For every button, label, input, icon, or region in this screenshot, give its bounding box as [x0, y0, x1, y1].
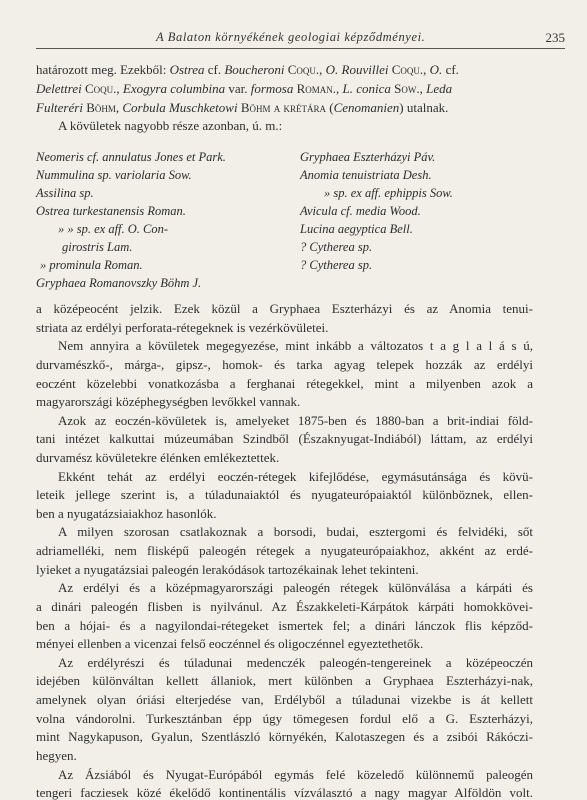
list-item: Avicula cf. media Wood. [300, 204, 421, 218]
page-header [36, 30, 565, 49]
list-item: Assilina sp. [36, 186, 94, 200]
intro-line-3: Fulteréri Böhm, Corbula Muschketowi Böhm a krétára (Cenomanien) utalnak. [36, 100, 449, 115]
list-item: Anomia tenuistriata Desh. [300, 168, 432, 182]
running-title: A Balaton környékének geologiai képződményei. [156, 30, 426, 44]
body-line: ben a hójai- és a nagyilondai-rétegeket ismertek fel; a dinári lánczok flis képződ- [36, 617, 533, 633]
body-line: a középeocént jelzik. Ezek közül a Gryphaea Eszterházyi és az Anomia tenui- [36, 301, 533, 316]
body-line: eoczént közelebbi vonatkozásba a ferghanai rétegekkel, mint a milyenben azok a [36, 375, 533, 391]
body-line: magyarországi középhegységben levőkkel vannak. [36, 394, 301, 410]
intro-line-1: határozott meg. Ezekből: Ostrea cf. Boucheroni Coqu., O. Rouvillei Coqu., O. cf. [36, 62, 459, 77]
intro-line-4: A kövületek nagyobb része azonban, ú. m.: [58, 118, 283, 133]
body-line: Az Ázsiából és Nyugat-Európából egymás felé közeledő különnemű paleogén [58, 766, 533, 782]
list-item: Gryphaea Eszterházyi Páv. [300, 150, 436, 164]
body-line: adriamelléki, nem flisképű paleogén rétegek a nyugateurópaiakhoz, akként az erdé- [36, 543, 533, 559]
body-line: volna vándorolni. Turkesztánban épp úgy tömegesen fordul elő a G. Eszterházyi, [36, 710, 533, 726]
list-item: Gryphaea Romanovszky Böhm J. [36, 276, 202, 290]
list-item: » prominula Roman. [40, 258, 143, 272]
body-line: A milyen szorosan csatlakoznak a borsodi, budai, esztergomi és felvidéki, sőt [58, 524, 533, 540]
body-line: tengeri facziesek közé ékelődő kontinentális vízválasztó a nagy magyar Alföldön volt. [36, 785, 533, 800]
body-line: hegyen. [36, 747, 77, 763]
list-item: » » sp. ex aff. O. Con- [58, 222, 169, 236]
body-line: idejében különváltan kellett állaniok, mert különben a Gryphaea Eszterházyi-nak, [36, 673, 533, 689]
body-line: a dinári paleogén flisben is nyilvánul. Az Északkeleti-Kárpátok kárpáti homokkövei- [36, 598, 533, 614]
fossil-list-right [300, 150, 453, 276]
body-line: Az erdélyi és a középmagyarországi paleogén rétegek különválása a kárpáti és [58, 580, 533, 596]
list-item: Neomeris cf. annulatus Jones et Park. [36, 150, 226, 164]
body-line: leteik jellege szerint is, a túladunaiaktól és nyugateurópaiaktól különböznek, ellen- [36, 487, 533, 503]
body-line: durvamészkő-, márga-, gipsz-, homok- és tarka agyag telepek hozzák az erdélyi [36, 356, 533, 372]
body-line: Az erdélyrészi és túladunai medenczék paleogén-tengereinek a középeoczén [58, 654, 533, 670]
list-item: » sp. ex aff. ephippis Sow. [324, 186, 453, 200]
list-item: ? Cytherea sp. [300, 258, 373, 272]
body-line: Ekként tehát az erdélyi eoczén-rétegek kifejlődése, egymásutánsága és kövü- [58, 468, 533, 484]
body-line: lyieket a nyugatázsiai paleogén lerakódások tartozékainak lehet tekinteni. [36, 561, 419, 577]
body-line: striata az erdélyi perforata-rétegeknek is vezérkövületei. [36, 319, 329, 335]
body-line: mint Nagykapuson, Gyalun, Szentlászló környékén, Kalotaszegen és a zsibói Rákóczi- [36, 729, 533, 745]
body-line: ményei ellenben a vicenzai felső eoczénnel és oligoczénnel egyeztethetők. [36, 636, 424, 652]
list-item: Nummulina sp. variolaria Sow. [36, 168, 192, 182]
page-number: 235 [545, 30, 565, 45]
body-line: tani intézet kalkuttai múzeumában Szindből (Északnyugat-Indiából) láttam, az erdélyi [36, 431, 533, 447]
fossil-list-left [36, 150, 226, 294]
body-line: durvamész kövületekre élénken emlékeztettek. [36, 450, 280, 465]
body-line: ben a nyugatázsiaiakhoz hasonlók. [36, 505, 217, 521]
body-line: Azok az eoczén-kövületek is, amelyeket 1875-ben és 1880-ban a brit-indiai föld- [58, 412, 533, 428]
intro-line-2: Delettrei Coqu., Exogyra columbina var. formosa Roman., L. conica Sow., Leda [36, 81, 453, 96]
list-item: girostris Lam. [62, 240, 133, 254]
body-line: amelynek olyan óriási elterjedése van, Erdélyből a túladunai vizekbe is át kellett [36, 692, 533, 707]
list-item: Lucina aegyptica Bell. [300, 222, 413, 236]
list-item: ? Cytherea sp. [300, 240, 373, 254]
list-item: Ostrea turkestanensis Roman. [36, 204, 186, 218]
body-line: Nem annyira a kövületek megegyezése, mint inkább a változatos t a g l a l á s ú, [58, 338, 533, 354]
